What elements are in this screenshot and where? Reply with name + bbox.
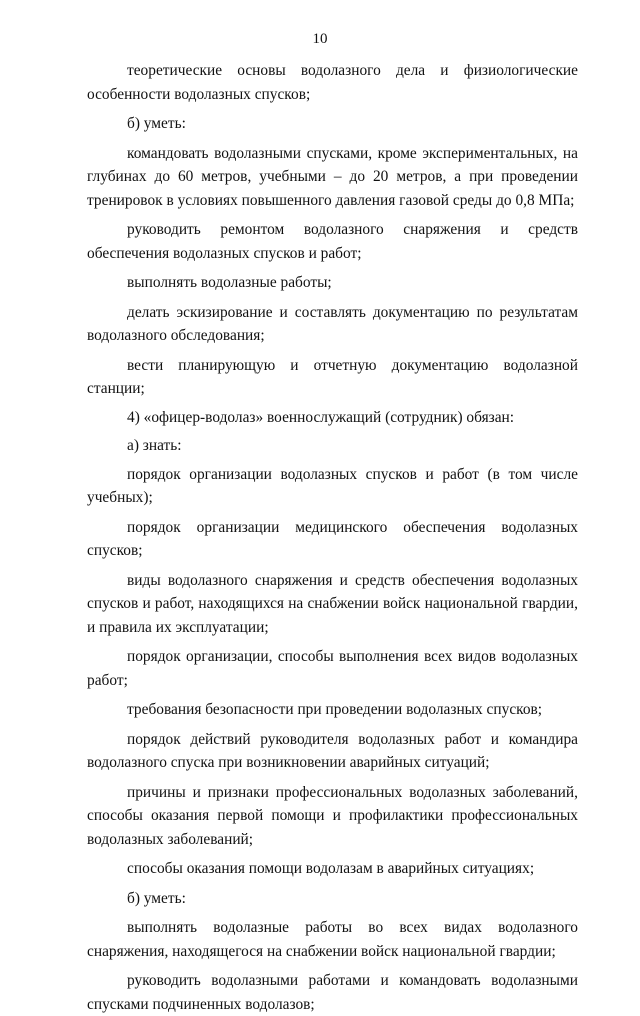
paragraph: делать эскизирование и составлять документацию по результатам водолазного обследования; [87, 303, 578, 344]
paragraph: вести планирующую и отчетную документацию водолазной станции; [87, 356, 578, 397]
paragraph: б) уметь: [127, 115, 186, 132]
paragraph: б) уметь: [127, 889, 186, 907]
paragraph: причины и признаки профессиональных водолазных заболеваний, способы оказания первой помощи и профилактики профессиональных водолазных заболеваний; [87, 783, 578, 848]
paragraph: 4) «офицер-водолаз» военнослужащий (сотрудник) обязан: [127, 408, 515, 426]
paragraph: порядок организации водолазных спусков и работ (в том числе учебных); [87, 465, 578, 506]
paragraph: виды водолазного снаряжения и средств обеспечения водолазных спусков и работ, находящихся на снабжении войск национальной гвардии, и правила их эксплуатации; [87, 571, 578, 636]
page-number: 10 [312, 31, 328, 47]
paragraph: выполнять водолазные работы; [127, 274, 332, 291]
paragraph: порядок организации, способы выполнения всех видов водолазных работ; [87, 648, 578, 689]
paragraph: порядок организации медицинского обеспечения водолазных спусков; [87, 518, 578, 559]
paragraph: способы оказания помощи водолазам в аварийных ситуациях; [127, 860, 535, 877]
paragraph: а) знать: [127, 437, 182, 454]
paragraph: требования безопасности при проведении водолазных спусков; [127, 701, 543, 718]
paragraph: выполнять водолазные работы во всех видах водолазного снаряжения, находящегося на снабжении войск национальной гвардии; [87, 919, 578, 960]
paragraph: командовать водолазными спусками, кроме экспериментальных, на глубинах до 60 метров, учебными – до 20 метров, а при проведении тренировок в условиях повышенного давления газовой среды до 0,8 МПа; [87, 144, 578, 209]
paragraph: руководить ремонтом водолазного снаряжения и средств обеспечения водолазных спусков и работ; [87, 221, 578, 262]
paragraph: теоретические основы водолазного дела и физиологические особенности водолазных спусков; [87, 62, 578, 103]
paragraph: руководить водолазными работами и командовать водолазными спусками подчиненных водолазов; [87, 972, 578, 1013]
document-body [87, 59, 578, 1016]
paragraph: порядок действий руководителя водолазных работ и командира водолазного спуска при возникновении аварийных ситуаций; [87, 730, 578, 771]
